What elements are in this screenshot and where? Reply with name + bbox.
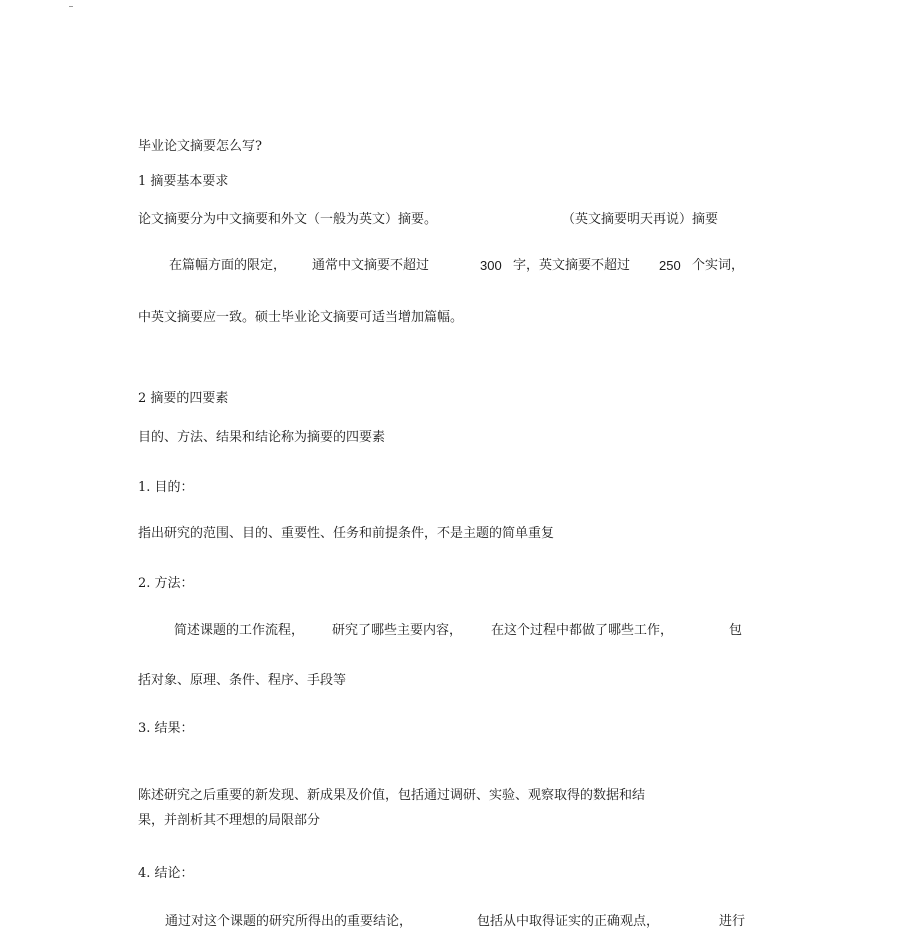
section-1-paragraph-2b: 通常中文摘要不超过 <box>312 258 430 273</box>
item-1-label: 1. 目的： <box>138 480 194 495</box>
section-1-paragraph-2a: 在篇幅方面的限定， <box>169 258 287 273</box>
section-2-heading: 2 摘要的四要素 <box>138 391 229 406</box>
section-1-paragraph-1b: （英文摘要明天再说）摘要 <box>562 212 719 227</box>
section-1-paragraph-2d: 个实词， <box>692 258 745 273</box>
item-3-text-a: 陈述研究之后重要的新发现、新成果及价值，包括通过调研、实验、观察取得的数据和结 <box>138 788 646 803</box>
section-1-heading: 1 摘要基本要求 <box>138 174 229 189</box>
section-1-paragraph-3: 中英文摘要应一致。硕士毕业论文摘要可适当增加篇幅。 <box>138 310 464 325</box>
item-4-text-b: 包括从中取得证实的正确观点， <box>477 914 660 929</box>
page-title: 毕业论文摘要怎么写? <box>138 139 262 154</box>
item-2-text-c: 在这个过程中都做了哪些工作， <box>491 623 674 638</box>
item-4-label: 4. 结论： <box>138 866 194 881</box>
item-2-text-e: 括对象、原理、条件、程序、手段等 <box>138 673 347 688</box>
scan-mark <box>69 6 73 7</box>
item-1-text: 指出研究的范围、目的、重要性、任务和前提条件，不是主题的简单重复 <box>138 526 555 541</box>
section-1-paragraph-1a: 论文摘要分为中文摘要和外文（一般为英文）摘要。 <box>138 212 438 227</box>
item-4-text-c: 进行 <box>719 914 746 929</box>
section-2-intro: 目的、方法、结果和结论称为摘要的四要素 <box>138 430 386 445</box>
item-2-text-d: 包 <box>729 623 743 638</box>
chinese-char-limit: 300 <box>480 258 502 273</box>
item-4-text-a: 通过对这个课题的研究所得出的重要结论， <box>165 914 413 929</box>
item-3-text-b: 果，并剖析其不理想的局限部分 <box>138 813 321 828</box>
item-3-label: 3. 结果： <box>138 721 194 736</box>
section-1-paragraph-2c: 字，英文摘要不超过 <box>513 258 631 273</box>
item-2-text-a: 简述课题的工作流程， <box>174 623 305 638</box>
item-2-label: 2. 方法： <box>138 576 194 591</box>
item-2-text-b: 研究了哪些主要内容， <box>332 623 463 638</box>
english-word-limit: 250 <box>659 258 681 273</box>
